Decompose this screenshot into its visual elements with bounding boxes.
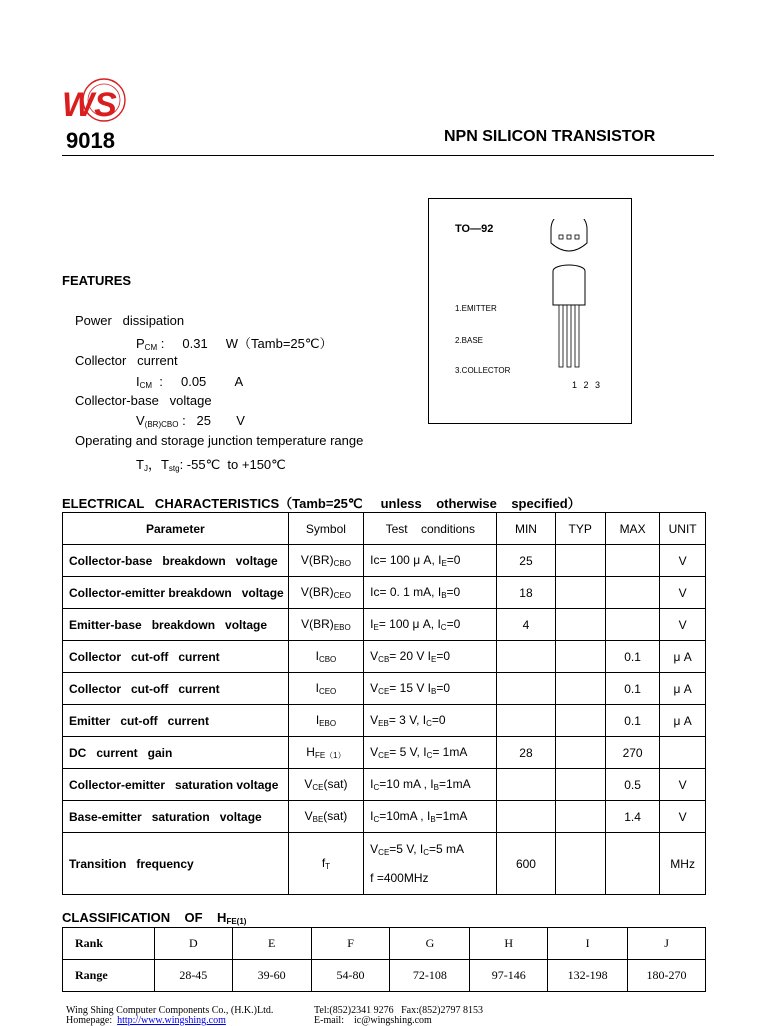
column-header: Parameter — [63, 513, 289, 545]
classification-heading: CLASSIFICATION OF $H_{FE(1)}$ — [62, 910, 247, 926]
test-conditions-cell: $I_C=10$ mA , $I_B=1mA$ — [364, 769, 497, 801]
rank-cell: F — [311, 928, 390, 960]
min-cell: 4 — [497, 609, 555, 641]
max-cell — [605, 833, 659, 895]
symbol-cell: $V(BR)_{EBO}$ — [288, 609, 363, 641]
max-cell: 270 — [605, 737, 659, 769]
symbol-cell: $f_T$ — [288, 833, 363, 895]
collector-base-voltage-label: Collector-base voltage — [75, 393, 212, 408]
range-cell: 54-80 — [311, 960, 390, 992]
package-name: TO—92 — [455, 223, 494, 235]
range-row — [63, 960, 706, 992]
parameter-cell: Transition frequency — [63, 833, 289, 895]
test-conditions-cell: $I_E= 100$ μ A, $I_C=0$ — [364, 609, 497, 641]
typ-cell — [555, 545, 605, 577]
range-label: Range — [63, 960, 155, 992]
parameter-cell: DC current gain — [63, 737, 289, 769]
pin-numbers: 1 2 3 — [572, 380, 603, 390]
typ-cell — [555, 609, 605, 641]
collector-current-label: Collector current — [75, 353, 178, 368]
rank-cell: J — [628, 928, 706, 960]
pin-1-label: 1.EMITTER — [455, 304, 497, 313]
vcbo-spec: $V_{(BR)CBO}$ : 25 V — [136, 413, 245, 429]
rank-cell: E — [232, 928, 311, 960]
min-cell — [497, 769, 555, 801]
homepage-link[interactable]: http://www.wingshing.com — [117, 1015, 226, 1026]
part-number: 9018 — [66, 128, 115, 153]
typ-cell — [555, 801, 605, 833]
table-row — [63, 737, 706, 769]
min-cell: 25 — [497, 545, 555, 577]
max-cell: 0.1 — [605, 705, 659, 737]
symbol-cell: $V_{CE}(sat)$ — [288, 769, 363, 801]
typ-cell — [555, 833, 605, 895]
min-cell — [497, 641, 555, 673]
unit-cell: μ A — [660, 705, 706, 737]
footer-company: Wing Shing Computer Components Co., (H.K.)Ltd. — [66, 1005, 274, 1016]
pin-3-label: 3.COLLECTOR — [455, 366, 511, 375]
rank-label: Rank — [63, 928, 155, 960]
parameter-cell: Collector-emitter saturation voltage — [63, 769, 289, 801]
column-header: MAX — [605, 513, 659, 545]
rank-cell: G — [390, 928, 470, 960]
parameter-cell: Collector-base breakdown voltage — [63, 545, 289, 577]
unit-cell: V — [660, 801, 706, 833]
column-header: TYP — [555, 513, 605, 545]
parameter-cell: Emitter-base breakdown voltage — [63, 609, 289, 641]
electrical-characteristics-heading: ELECTRICAL CHARACTERISTICS（Tamb=25℃ unless otherwise specified） — [62, 496, 581, 511]
column-header: Symbol — [288, 513, 363, 545]
parameter-cell: Collector cut-off current — [63, 641, 289, 673]
power-dissipation-label: Power dissipation — [75, 313, 185, 328]
rank-cell: D — [154, 928, 232, 960]
range-cell: 72-108 — [390, 960, 470, 992]
unit-cell: μ A — [660, 673, 706, 705]
logo-text: WS — [62, 86, 117, 124]
symbol-cell: $V_{BE}(sat)$ — [288, 801, 363, 833]
test-conditions-cell: $V_{CE}= 15$ V $I_B=0$ — [364, 673, 497, 705]
temperature-range-label: Operating and storage junction temperature range — [75, 433, 364, 448]
test-conditions-cell: $V_{CE}=5$ V, $I_C=5$ mA f =400MHz — [364, 833, 497, 895]
range-cell: 39-60 — [232, 960, 311, 992]
column-header: MIN — [497, 513, 555, 545]
symbol-cell: $V(BR)_{CBO}$ — [288, 545, 363, 577]
test-conditions-cell: $V_{CB}= 20$ V $I_E=0$ — [364, 641, 497, 673]
classification-table — [62, 927, 706, 992]
table-row — [63, 801, 706, 833]
table-row — [63, 833, 706, 895]
features-heading: FEATURES — [62, 273, 132, 288]
symbol-cell: $V(BR)_{CEO}$ — [288, 577, 363, 609]
parameter-cell: Collector-emitter breakdown voltage — [63, 577, 289, 609]
unit-cell: V — [660, 609, 706, 641]
max-cell: 0.1 — [605, 673, 659, 705]
max-cell: 1.4 — [605, 801, 659, 833]
electrical-characteristics-table — [62, 512, 706, 895]
header-divider — [62, 155, 714, 156]
max-cell — [605, 545, 659, 577]
symbol-cell: $I_{CBO}$ — [288, 641, 363, 673]
test-conditions-cell: $V_{EB}= 3$ V, $I_C=0$ — [364, 705, 497, 737]
typ-cell — [555, 673, 605, 705]
unit-cell: MHz — [660, 833, 706, 895]
rank-row — [63, 928, 706, 960]
range-cell: 180-270 — [628, 960, 706, 992]
typ-cell — [555, 641, 605, 673]
test-conditions-cell: Ic= 0. 1 mA, $I_B=0$ — [364, 577, 497, 609]
typ-cell — [555, 737, 605, 769]
parameter-cell: Base-emitter saturation voltage — [63, 801, 289, 833]
pin-2-label: 2.BASE — [455, 336, 484, 345]
range-cell: 132-198 — [548, 960, 628, 992]
pcm-spec: $P_{CM}$ : 0.31 W（Tamb=25℃） — [136, 336, 333, 352]
typ-cell — [555, 577, 605, 609]
rank-cell: H — [470, 928, 548, 960]
min-cell: 600 — [497, 833, 555, 895]
column-header: UNIT — [660, 513, 706, 545]
column-header: Test conditions — [364, 513, 497, 545]
min-cell — [497, 673, 555, 705]
unit-cell — [660, 737, 706, 769]
document-title: NPN SILICON TRANSISTOR — [444, 128, 656, 145]
unit-cell: μ A — [660, 641, 706, 673]
table-row — [63, 609, 706, 641]
max-cell — [605, 577, 659, 609]
unit-cell: V — [660, 769, 706, 801]
typ-cell — [555, 705, 605, 737]
footer-phone: Tel:(852)2341 9276 Fax:(852)2797 8153 — [314, 1005, 484, 1016]
test-conditions-cell: Ic= 100 μ A, $I_E=0$ — [364, 545, 497, 577]
range-cell: 28-45 — [154, 960, 232, 992]
parameter-cell: Collector cut-off current — [63, 673, 289, 705]
table-header-row — [63, 513, 706, 545]
symbol-cell: $I_{CEO}$ — [288, 673, 363, 705]
typ-cell — [555, 769, 605, 801]
footer-homepage: Homepage: http://www.wingshing.com — [66, 1015, 226, 1026]
rank-cell: I — [548, 928, 628, 960]
range-cell: 97-146 — [470, 960, 548, 992]
min-cell — [497, 801, 555, 833]
table-row — [63, 673, 706, 705]
unit-cell: V — [660, 545, 706, 577]
table-row — [63, 705, 706, 737]
package-diagram-box — [428, 198, 632, 424]
test-conditions-cell: $V_{CE}= 5$ V, $I_C= 1mA$ — [364, 737, 497, 769]
max-cell: 0.1 — [605, 641, 659, 673]
symbol-cell: $H_{FE(1)}$ — [288, 737, 363, 769]
max-cell: 0.5 — [605, 769, 659, 801]
to92-package-icon — [539, 219, 599, 384]
min-cell: 28 — [497, 737, 555, 769]
footer-email: E-mail: ic@wingshing.com — [314, 1015, 432, 1026]
table-row — [63, 641, 706, 673]
temperature-spec: $T_J$，$T_{stg}$: -55℃ to +150℃ — [136, 457, 286, 473]
table-row — [63, 577, 706, 609]
table-row — [63, 769, 706, 801]
symbol-cell: $I_{EBO}$ — [288, 705, 363, 737]
icm-spec: $I_{CM}$ : 0.05 A — [136, 374, 244, 390]
test-conditions-cell: $I_C=10mA$ , $I_B=1mA$ — [364, 801, 497, 833]
max-cell — [605, 609, 659, 641]
min-cell: 18 — [497, 577, 555, 609]
min-cell — [497, 705, 555, 737]
unit-cell: V — [660, 577, 706, 609]
table-row — [63, 545, 706, 577]
company-logo — [60, 78, 132, 128]
parameter-cell: Emitter cut-off current — [63, 705, 289, 737]
